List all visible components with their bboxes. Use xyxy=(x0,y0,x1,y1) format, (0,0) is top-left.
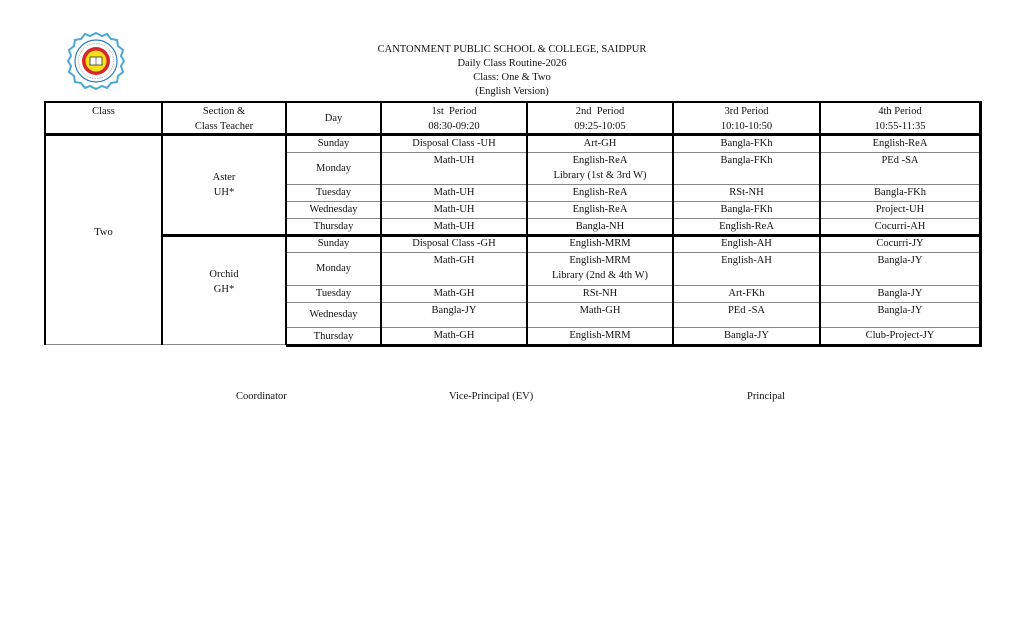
grid-line xyxy=(162,234,286,237)
day-cell: Thursday xyxy=(313,330,354,342)
day-cell: Wednesday xyxy=(309,309,358,320)
header-period-2 xyxy=(527,104,673,134)
period-2-time: 09:25-10:05 xyxy=(574,121,626,132)
section-aster xyxy=(162,170,286,200)
section-orchid-teacher: GH* xyxy=(213,284,235,295)
grid-line xyxy=(286,344,981,347)
period-1-cell: Disposal Class -GH xyxy=(412,238,496,249)
day-cell: Wednesday xyxy=(309,204,358,215)
period-2-subject: English-ReA xyxy=(572,204,628,215)
header-section-line2: Class Teacher xyxy=(194,121,254,132)
period-3-time: 10:10-10:50 xyxy=(720,121,773,132)
class-name: Two xyxy=(94,227,113,238)
signature-vice-principal: Vice-Principal (EV) xyxy=(449,391,534,402)
period-2-subject: English-MRM xyxy=(569,255,631,266)
period-3-cell: Bangla-FKh xyxy=(720,138,773,149)
grid-line xyxy=(286,285,980,286)
period-3-cell: RSt-NH xyxy=(729,187,764,198)
grid-line xyxy=(286,201,980,202)
period-1-cell: Math-UH xyxy=(433,187,475,198)
period-2-cell xyxy=(527,185,673,200)
section-aster-name: Aster xyxy=(212,172,236,183)
header-period-3 xyxy=(673,104,820,134)
header-period-4 xyxy=(820,104,980,134)
period-3-cell: Art-FKh xyxy=(728,288,765,299)
header-day: Day xyxy=(324,113,343,124)
period-1-cell: Math-UH xyxy=(433,204,475,215)
period-2-subject: English-MRM xyxy=(569,238,631,249)
period-2-name: 2nd Period xyxy=(575,106,625,117)
grid-line xyxy=(45,133,981,136)
period-4-cell: Bangla-JY xyxy=(877,288,923,299)
period-2-cell xyxy=(527,236,673,251)
period-2-note: Library (2nd & 4th W) xyxy=(551,270,649,281)
period-3-cell: English-ReA xyxy=(719,221,774,232)
period-3-cell: English-AH xyxy=(721,238,772,249)
period-1-cell: Math-GH xyxy=(433,288,475,299)
grid-line xyxy=(286,184,980,185)
period-2-subject: Bangla-NH xyxy=(575,221,625,232)
day-cell: Thursday xyxy=(313,221,354,232)
grid-line xyxy=(286,218,980,219)
section-aster-teacher: UH* xyxy=(213,187,235,198)
period-2-cell xyxy=(527,153,673,183)
grid-line xyxy=(45,101,981,103)
period-2-cell xyxy=(527,303,673,318)
grid-line xyxy=(286,234,981,237)
day-cell: Monday xyxy=(316,263,351,274)
period-4-cell: Cocurri-AH xyxy=(874,221,926,232)
header-section-line1: Section & xyxy=(202,106,246,117)
period-1-cell: Disposal Class -UH xyxy=(412,138,496,149)
grid-line xyxy=(672,101,674,346)
day-cell: Tuesday xyxy=(315,288,352,299)
header-section xyxy=(162,104,286,134)
period-4-cell: Bangla-FKh xyxy=(874,187,926,198)
period-3-cell: English-AH xyxy=(721,255,772,266)
period-4-cell: Bangla-JY xyxy=(877,305,923,316)
period-1-cell: Math-UH xyxy=(433,155,475,166)
section-orchid xyxy=(162,267,286,297)
grid-line xyxy=(286,302,980,303)
routine-title: Daily Class Routine-2026 xyxy=(457,58,567,69)
period-2-cell xyxy=(527,328,673,343)
grid-line xyxy=(979,101,982,347)
period-2-subject: English-ReA xyxy=(572,155,628,166)
period-2-cell xyxy=(527,136,673,151)
period-2-subject: RSt-NH xyxy=(582,288,618,299)
period-3-cell: PEd -SA xyxy=(727,305,766,316)
period-2-subject: Art-GH xyxy=(583,138,617,149)
day-cell: Sunday xyxy=(317,138,350,149)
period-2-cell xyxy=(527,253,673,283)
period-1-cell: Math-GH xyxy=(433,255,475,266)
period-3-name: 3rd Period xyxy=(724,106,769,117)
period-4-cell: Cocurri-JY xyxy=(876,238,924,249)
grid-line xyxy=(162,344,286,345)
grid-line xyxy=(161,101,163,345)
period-4-cell: PEd -SA xyxy=(881,155,919,166)
period-4-cell: English-ReA xyxy=(872,138,928,149)
header-period-1 xyxy=(381,104,527,134)
period-2-cell xyxy=(527,202,673,217)
period-2-subject: Math-GH xyxy=(579,305,621,316)
grid-line xyxy=(285,101,287,345)
period-1-time: 08:30-09:20 xyxy=(428,121,480,132)
day-cell: Monday xyxy=(316,162,351,174)
version-label: (English Version) xyxy=(475,86,549,97)
day-cell: Tuesday xyxy=(315,187,352,198)
period-3-cell: Bangla-JY xyxy=(724,330,769,341)
school-logo xyxy=(62,32,130,90)
period-4-cell: Project-UH xyxy=(875,204,925,215)
header-class: Class xyxy=(92,106,115,117)
period-1-name: 1st Period xyxy=(431,106,477,117)
grid-line xyxy=(286,252,980,253)
period-2-cell xyxy=(527,286,673,301)
grid-line xyxy=(45,344,162,345)
section-orchid-name: Orchid xyxy=(209,269,239,280)
grid-line xyxy=(286,152,980,153)
period-2-subject: English-ReA xyxy=(572,187,628,198)
period-4-name: 4th Period xyxy=(878,106,922,117)
period-2-subject: English-MRM xyxy=(569,330,631,341)
class-line: Class: One & Two xyxy=(473,72,551,83)
grid-line xyxy=(819,101,821,346)
signature-principal: Principal xyxy=(747,391,785,402)
period-2-cell xyxy=(527,219,673,234)
signature-coordinator: Coordinator xyxy=(236,391,287,402)
grid-line xyxy=(44,101,46,345)
period-1-cell: Bangla-JY xyxy=(431,305,477,316)
period-1-cell: Math-UH xyxy=(433,221,475,232)
period-4-cell: Bangla-JY xyxy=(877,255,923,266)
grid-line xyxy=(526,101,528,346)
period-1-cell: Math-GH xyxy=(433,330,475,341)
school-name: CANTONMENT PUBLIC SCHOOL & COLLEGE, SAIDPUR xyxy=(377,44,647,55)
period-4-cell: Club-Project-JY xyxy=(865,330,935,341)
period-3-cell: Bangla-FKh xyxy=(720,204,773,215)
period-3-cell: Bangla-FKh xyxy=(720,155,773,166)
period-2-note: Library (1st & 3rd W) xyxy=(553,170,647,181)
period-4-time: 10:55-11:35 xyxy=(874,121,926,132)
grid-line xyxy=(380,101,382,346)
day-cell: Sunday xyxy=(317,238,350,249)
grid-line xyxy=(286,327,980,328)
